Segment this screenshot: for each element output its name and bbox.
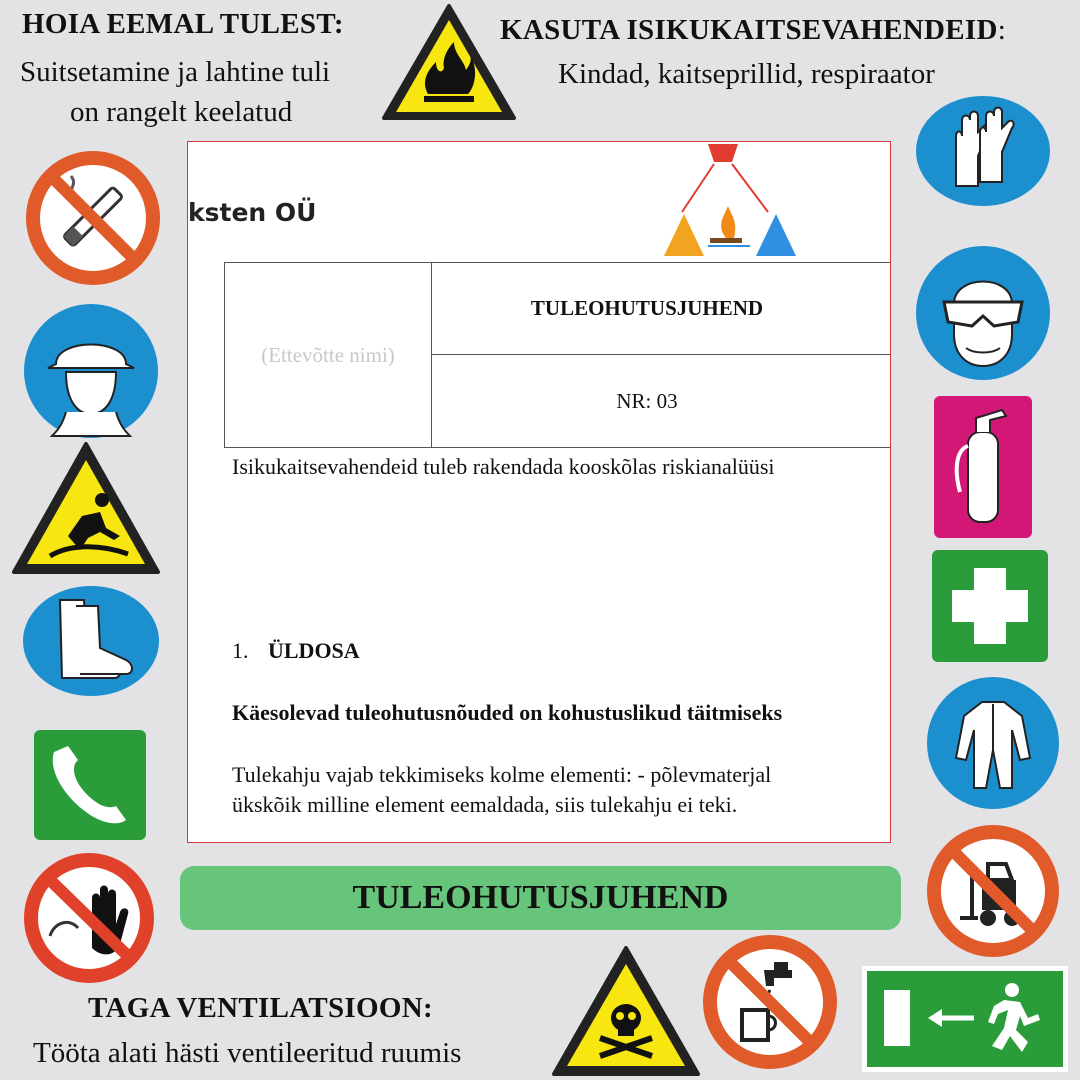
emergency-phone-icon: [34, 730, 146, 840]
ppe-title-colon: :: [997, 14, 1007, 46]
ppe-title: [500, 14, 1006, 47]
bold-requirement-line: Käesolevad tuleohutusnõuded on kohustuslikud täitmiseks: [232, 700, 783, 725]
do-not-touch-icon: [22, 852, 156, 984]
fire-triangle-icon: [638, 142, 808, 258]
ppe-line1: Kindad, kaitseprillid, respiraator: [558, 58, 935, 90]
no-forklift-icon: [926, 824, 1060, 958]
no-drinking-water-icon: [702, 934, 838, 1070]
section-heading: [232, 638, 360, 664]
gloves-icon: [916, 96, 1050, 206]
paragraph-line-2: ükskõik milline element eemaldada, siis tulekahju ei teki.: [232, 792, 738, 817]
fire-warning-line2: on rangelt keelatud: [70, 96, 293, 128]
intro-line: Isikukaitsevahendeid tuleb rakendada kooskõlas riskianalüüsi: [232, 454, 775, 479]
ppe-title-text: KASUTA ISIKUKAITSEVAHENDEID: [500, 14, 998, 46]
flammable-warning-icon: [380, 2, 518, 122]
document-title: TULEOHUTUSJUHEND: [432, 263, 891, 355]
company-placeholder: (Ettevõtte nimi): [225, 263, 432, 447]
no-smoking-icon: [25, 150, 161, 286]
fire-warning-title: HOIA EEMAL TULEST:: [22, 8, 344, 40]
company-name-partial: ksten OÜ: [188, 198, 317, 227]
document-number: NR: 03: [616, 388, 678, 413]
footer-banner: TULEOHUTUSJUHEND: [180, 866, 901, 930]
document-preview: [187, 141, 891, 843]
hard-hat-icon: [22, 302, 160, 440]
document-header-table: [224, 262, 891, 448]
slippery-floor-warning-icon: [10, 440, 162, 578]
safety-goggles-icon: [914, 244, 1052, 382]
fire-warning-line1: Suitsetamine ja lahtine tuli: [20, 56, 331, 88]
safety-boots-icon: [22, 586, 160, 696]
protective-suit-icon: [926, 676, 1060, 810]
ventilation-title: TAGA VENTILATSIOON:: [88, 992, 433, 1024]
emergency-exit-icon: [862, 966, 1068, 1072]
section-number: 1.: [232, 638, 249, 663]
ventilation-line1: Tööta alati hästi ventileeritud ruumis: [33, 1037, 462, 1069]
first-aid-icon: [932, 550, 1048, 662]
paragraph-line-1: Tulekahju vajab tekkimiseks kolme elementi: - põlevmaterjal: [232, 762, 772, 787]
section-title: ÜLDOSA: [268, 638, 360, 663]
fire-extinguisher-icon: [934, 396, 1032, 538]
toxic-warning-icon: [550, 944, 702, 1078]
